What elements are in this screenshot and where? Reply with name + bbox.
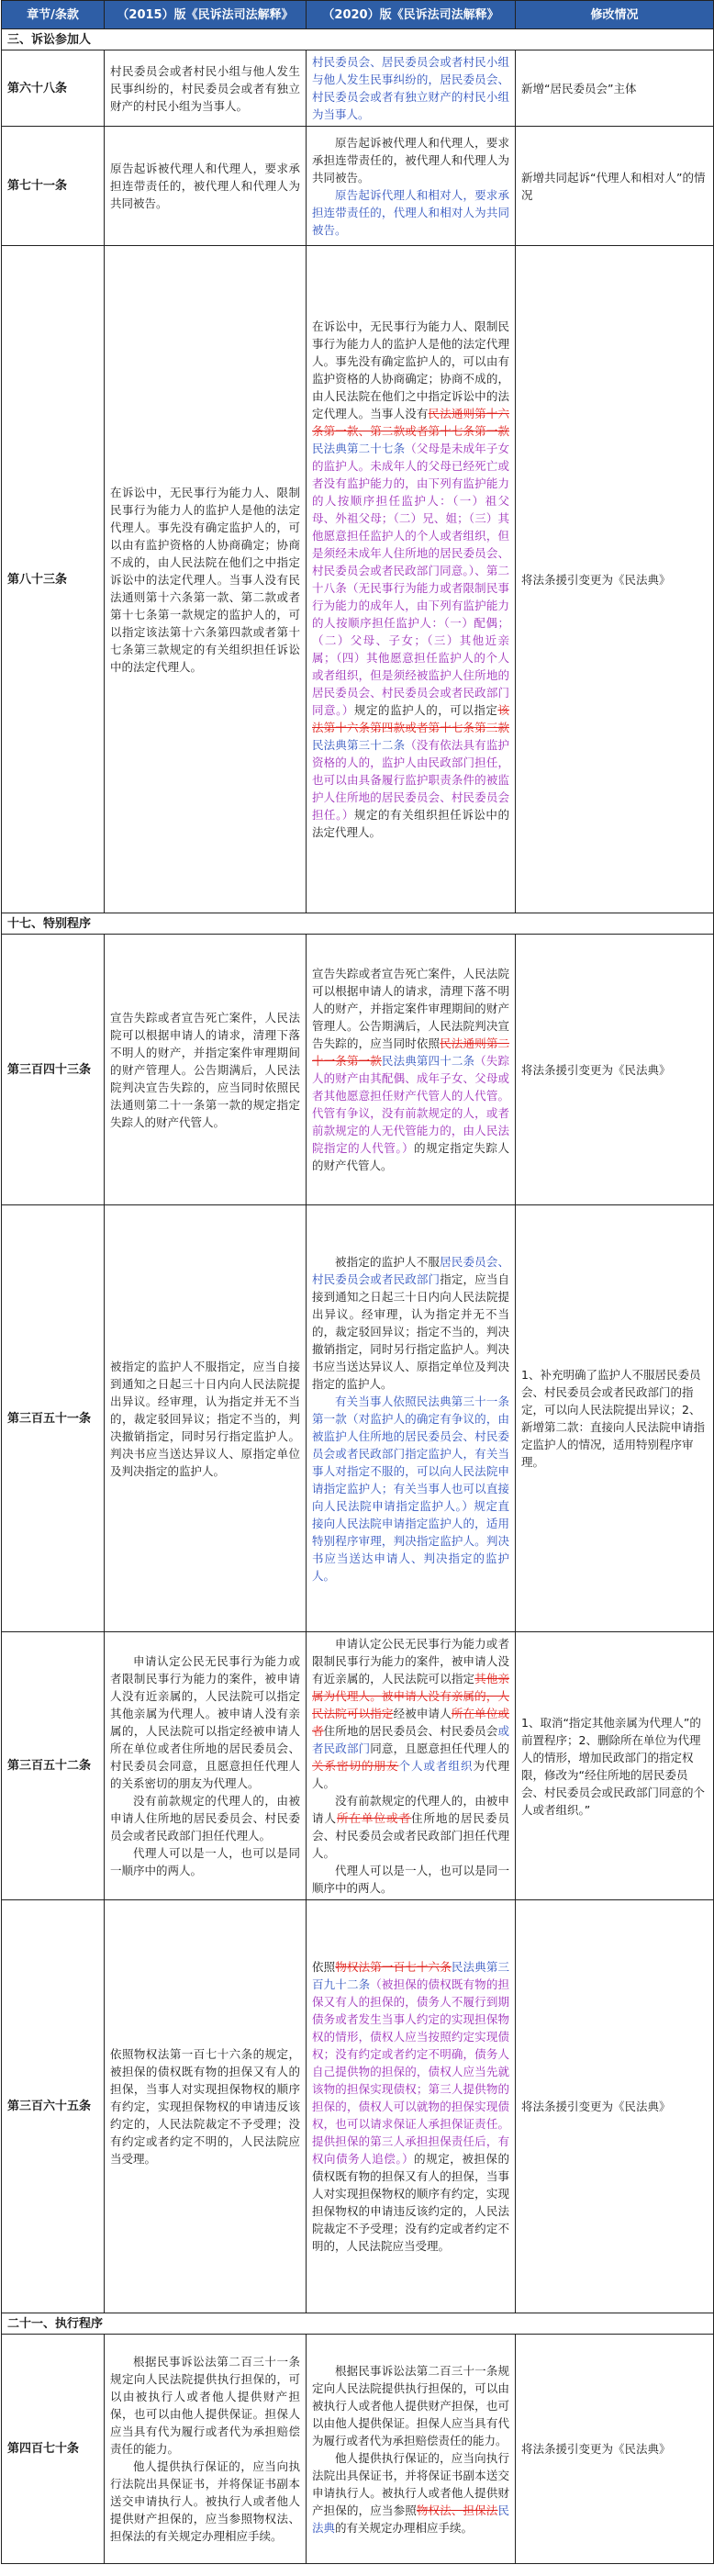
old-text: 村民委员会或者村民小组与他人发生民事纠纷的，村民委员会或者有独立财产的村民小组为当事人。 (105, 50, 307, 127)
header-article: 章节/条款 (2, 1, 105, 29)
table-row (2, 1900, 714, 2313)
section-title: 二十一、执行程序 (2, 2313, 714, 2335)
article-number: 第六十八条 (2, 50, 105, 127)
table-row (2, 246, 714, 913)
article-number: 第三百五十二条 (2, 1632, 105, 1900)
old-text: 被指定的监护人不服指定，应当自接到通知之日起三十日内向人民法院提出异议。经审理，认为指定并无不当的，裁定驳回异议；指定不当的，判决撤销指定，同时另行指定监护人。判决书应当送达异议人、原指定单位及判决指定的监护人。 (105, 1205, 307, 1632)
change-note: 1、补充明确了监护人不服居民委员会、村民委员会或者民政部门的指定，可以向人民法院提出异议；2、新增第二款：直接向人民法院申请指定监护人的情况，适用特别程序审理。 (516, 1205, 714, 1632)
article-number: 第四百七十条 (2, 2335, 105, 2564)
old-text: 原告起诉被代理人和代理人，要求承担连带责任的，被代理人和代理人为共同被告。 (105, 127, 307, 246)
old-text: 申请认定公民无民事行为能力或者限制民事行为能力的案件，被申请人没有近亲属的，人民法院可以指定其他亲属为代理人。被申请人没有亲属的，人民法院可以指定经被申请人所在单位或者住所地的居民委员会、村民委员会同意，且愿意担任代理人的关系密切的朋友为代理人。 没有前款规定的代理人的，由被申请人住所地的居民委员会、村民委员会或者民政部门担任代理人。 代理人可以是一人，也可以是同一顺序中的两人。 (105, 1632, 307, 1900)
table-row (2, 50, 714, 127)
new-text: 在诉讼中，无民事行为能力人、限制民事行为能力人的监护人是他的法定代理人。事先没有确定监护人的，可以由有监护资格的人协商确定；协商不成的，由人民法院在他们之中指定诉讼中的法定代理人。当事人没有民法通则第十六条第一款、第二款或者第十七条第一款民法典第二十七条（父母是未成年子女的监护人。未成年人的父母已经死亡或者没有监护能力的，由下列有监护能力的人按顺序担任监护人：（一）祖父母、外祖父母；（二）兄、姐；（三）其他愿意担任监护人的个人或者组织，但是须经未成年人住所地的居民委员会、村民委员会或者民政部门同意。）、第二十八条（无民事行为能力或者限制民事行为能力的成年人，由下列有监护能力的人按顺序担任监护人：（一）配偶；（二）父母、子女；（三）其他近亲属；（四）其他愿意担任监护人的个人或者组织，但是须经被监护人住所地的居民委员会、村民委员会或者民政部门同意。）规定的监护人的，可以指定该法第十六条第四款或者第十七条第三款民法典第三十二条（没有依法具有监护资格的人的，监护人由民政部门担任，也可以由具备履行监护职责条件的被监护人住所地的居民委员会、村民委员会担任。）规定的有关组织担任诉讼中的法定代理人。 (307, 246, 516, 913)
article-number: 第七十一条 (2, 127, 105, 246)
change-note: 1、取消“指定其他亲属为代理人”的前置程序；2、删除所在单位为代理人的情形，增加民政部门的指定权限，修改为“经住所地的居民委员会、村民委员会或民政部门同意的个人或者组织。” (516, 1632, 714, 1900)
change-note: 新增共同起诉“代理人和相对人”的情况 (516, 127, 714, 246)
old-text: 在诉讼中，无民事行为能力人、限制民事行为能力人的监护人是他的法定代理人。事先没有确定监护人的，可以由有监护资格的人协商确定；协商不成的，由人民法院在他们之中指定诉讼中的法定代理人。当事人没有民法通则第十六条第一款、第二款或者第十七条第一款规定的监护人的，可以指定该法第十六条第四款或者第十七条第三款规定的有关组织担任诉讼中的法定代理人。 (105, 246, 307, 913)
change-note: 将法条援引变更为《民法典》 (516, 935, 714, 1205)
table-row (2, 1632, 714, 1900)
article-number: 第三百四十三条 (2, 935, 105, 1205)
change-note: 新增“居民委员会”主体 (516, 50, 714, 127)
old-text: 宣告失踪或者宣告死亡案件，人民法院可以根据申请人的请求，清理下落不明人的财产，并指定案件审理期间的财产管理人。公告期满后，人民法院判决宣告失踪的，应当同时依照民法通则第二十一条第一款的规定指定失踪人的财产代管人。 (105, 935, 307, 1205)
new-text: 申请认定公民无民事行为能力或者限制民事行为能力的案件，被申请人没有近亲属的，人民法院可以指定其他亲属为代理人。被申请人没有亲属的，人民法院可以指定经被申请人所在单位或者住所地的居民委员会、村民委员会或者民政部门同意，且愿意担任代理人的关系密切的朋友个人或者组织为代理人。 没有前款规定的代理人的，由被申请人所在单位或者住所地的居民委员会、村民委员会或者民政部门担任代理人。 代理人可以是一人，也可以是同一顺序中的两人。 (307, 1632, 516, 1900)
section-row (2, 913, 714, 935)
section-row (2, 29, 714, 50)
old-text: 根据民事诉讼法第二百三十一条规定向人民法院提供执行担保的，可以由被执行人或者他人提供财产担保，也可以由他人提供保证。担保人应当具有代为履行或者代为承担赔偿责任的能力。 他人提供执行保证的，应当向执行法院出具保证书，并将保证书副本送交申请执行人。被执行人或者他人提供财产担保的，应当参照物权法、担保法的有关规定办理相应手续。 (105, 2335, 307, 2564)
new-text: 依照物权法第一百七十六条民法典第三百九十二条（被担保的债权既有物的担保又有人的担保的，债务人不履行到期债务或者发生当事人约定的实现担保物权的情形，债权人应当按照约定实现债权；没有约定或者约定不明确，债务人自己提供物的担保的，债权人应当先就该物的担保实现债权；第三人提供物的担保的，债权人可以就物的担保实现债权，也可以请求保证人承担保证责任。提供担保的第三人承担担保责任后，有权向债务人追偿。）的规定，被担保的债权既有物的担保又有人的担保，当事人对实现担保物权的顺序有约定，实现担保物权的申请违反该约定的，人民法院裁定不予受理；没有约定或者约定不明的，人民法院应当受理。 (307, 1900, 516, 2313)
new-text: 原告起诉被代理人和代理人，要求承担连带责任的，被代理人和代理人为共同被告。 原告起诉代理人和相对人，要求承担连带责任的，代理人和相对人为共同被告。 (307, 127, 516, 246)
section-row (2, 2313, 714, 2335)
table-row (2, 127, 714, 246)
change-note: 将法条援引变更为《民法典》 (516, 1900, 714, 2313)
new-text: 被指定的监护人不服居民委员会、村民委员会或者民政部门指定，应当自接到通知之日起三十日内向人民法院提出异议。经审理，认为指定并无不当的，裁定驳回异议；指定不当的，判决撤销指定，同时另行指定监护人。判决书应当送达异议人、原指定单位及判决指定的监护人。 有关当事人依照民法典第三十一条第一款（对监护人的确定有争议的，由被监护人住所地的居民委员会、村民委员会或者民政部门指定监护人，有关当事人对指定不服的，可以向人民法院申请指定监护人；有关当事人也可以直接向人民法院申请指定监护人。）规定直接向人民法院申请指定监护人的，适用特别程序审理，判决指定监护人。判决书应当送达申请人、判决指定的监护人。 (307, 1205, 516, 1632)
new-text: 宣告失踪或者宣告死亡案件，人民法院可以根据申请人的请求，清理下落不明人的财产，并指定案件审理期间的财产管理人。公告期满后，人民法院判决宣告失踪的，应当同时依照民法通则第二十一条第一款民法典第四十二条（失踪人的财产由其配偶、成年子女、父母或者其他愿意担任财产代管人的人代管。代管有争议，没有前款规定的人，或者前款规定的人无代管能力的，由人民法院指定的人代管。）的规定指定失踪人的财产代管人。 (307, 935, 516, 1205)
new-text: 村民委员会、居民委员会或者村民小组与他人发生民事纠纷的，居民委员会、村民委员会或者有独立财产的村民小组为当事人。 (307, 50, 516, 127)
article-number: 第三百五十一条 (2, 1205, 105, 1632)
comparison-table (1, 0, 714, 2564)
header-2015: （2015）版《民诉法司法解释》 (105, 1, 307, 29)
header-2020: （2020）版《民诉法司法解释》 (307, 1, 516, 29)
article-number: 第八十三条 (2, 246, 105, 913)
change-note: 将法条援引变更为《民法典》 (516, 2335, 714, 2564)
header-change: 修改情况 (516, 1, 714, 29)
table-row (2, 935, 714, 1205)
header-row (2, 1, 714, 29)
section-title: 十七、特别程序 (2, 913, 714, 935)
new-text: 根据民事诉讼法第二百三十一条规定向人民法院提供执行担保的，可以由被执行人或者他人提供财产担保，也可以由他人提供保证。担保人应当具有代为履行或者代为承担赔偿责任的能力。 他人提供执行保证的，应当向执行法院出具保证书，并将保证书副本送交申请执行人。被执行人或者他人提供财产担保的，应当参照物权法、担保法民法典的有关规定办理相应手续。 (307, 2335, 516, 2564)
old-text: 依照物权法第一百七十六条的规定，被担保的债权既有物的担保又有人的担保，当事人对实现担保物权的顺序有约定，实现担保物权的申请违反该约定的，人民法院裁定不予受理；没有约定或者约定不明的，人民法院应当受理。 (105, 1900, 307, 2313)
table-row (2, 2335, 714, 2564)
section-title: 三、诉讼参加人 (2, 29, 714, 50)
table-row (2, 1205, 714, 1632)
article-number: 第三百六十五条 (2, 1900, 105, 2313)
change-note: 将法条援引变更为《民法典》 (516, 246, 714, 913)
